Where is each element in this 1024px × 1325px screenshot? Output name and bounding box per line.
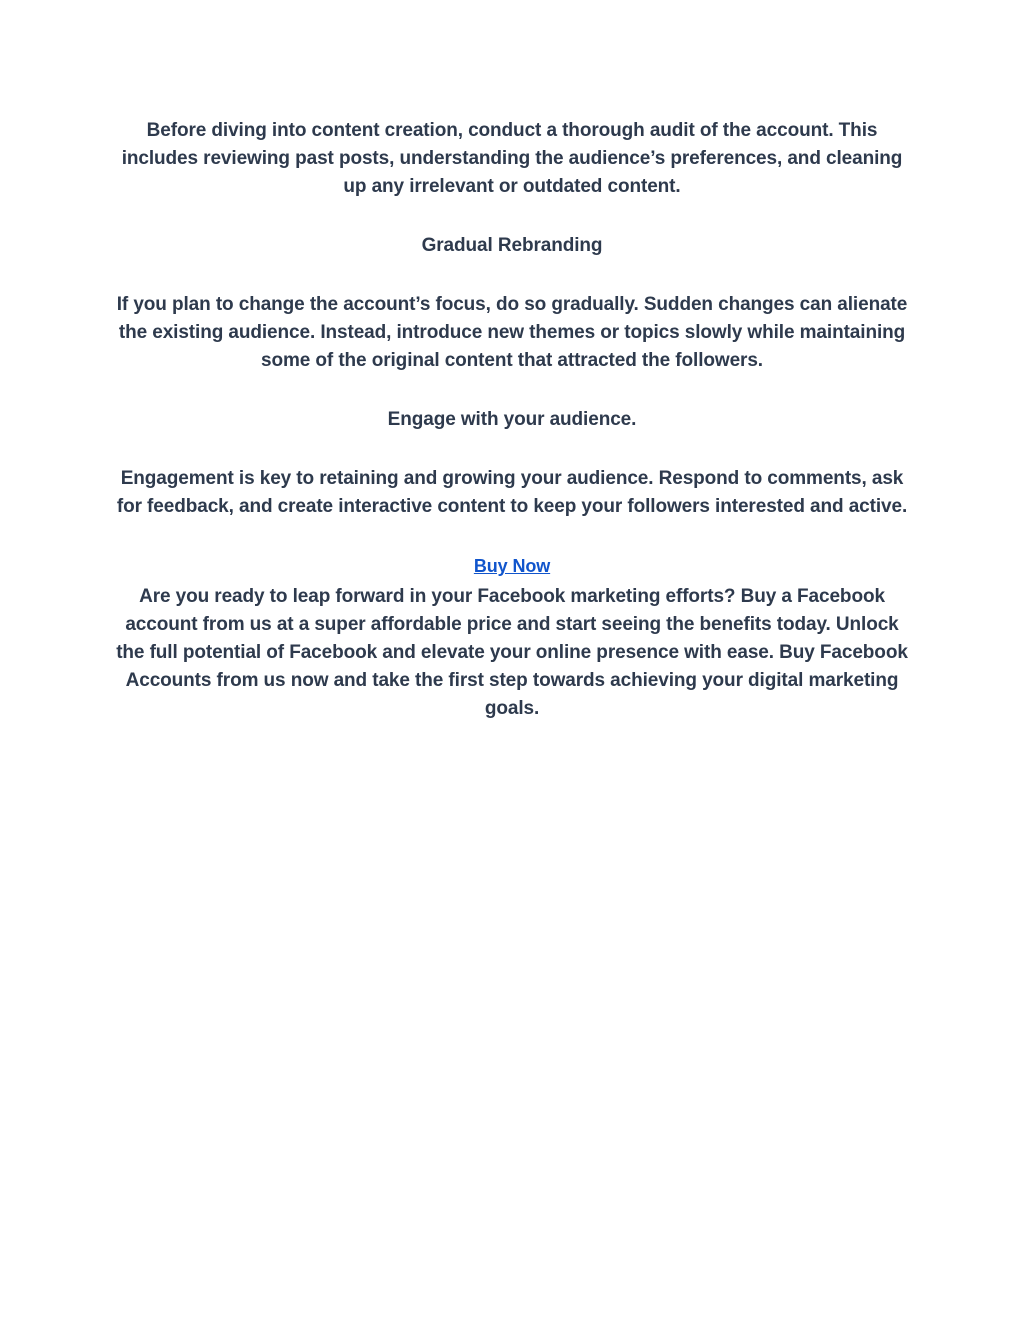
audit-paragraph: Before diving into content creation, conduct a thorough audit of the account. This includes reviewing past posts, understanding the audience’s preferences, and cleaning up any irrelevant or outdated content. bbox=[121, 120, 903, 197]
engage-heading: Engage with your audience. bbox=[387, 409, 637, 430]
buy-now-link[interactable]: Buy Now bbox=[473, 556, 551, 576]
rebranding-paragraph: If you plan to change the account’s focus, do so gradually. Sudden changes can alienate the existing audience. Instead, introduce new themes or topics slowly while maintaining some of the original content that attracted the followers. bbox=[116, 294, 908, 371]
engage-paragraph: Engagement is key to retaining and growing your audience. Respond to comments, ask for feedback, and create interactive content to keep your followers interested and active. bbox=[116, 468, 908, 517]
buy-now-wrapper bbox=[112, 552, 912, 583]
rebranding-heading: Gradual Rebranding bbox=[421, 235, 603, 256]
cta-paragraph: Are you ready to leap forward in your Facebook marketing efforts? Buy a Facebook account from us at a super affordable price and start seeing the benefits today. Unlock the full potential of Facebook and elevate your online presence with ease. Buy Facebook Accounts from us now and take the first step towards achieving your digital marketing goals. bbox=[116, 586, 908, 719]
document-body bbox=[112, 117, 912, 723]
